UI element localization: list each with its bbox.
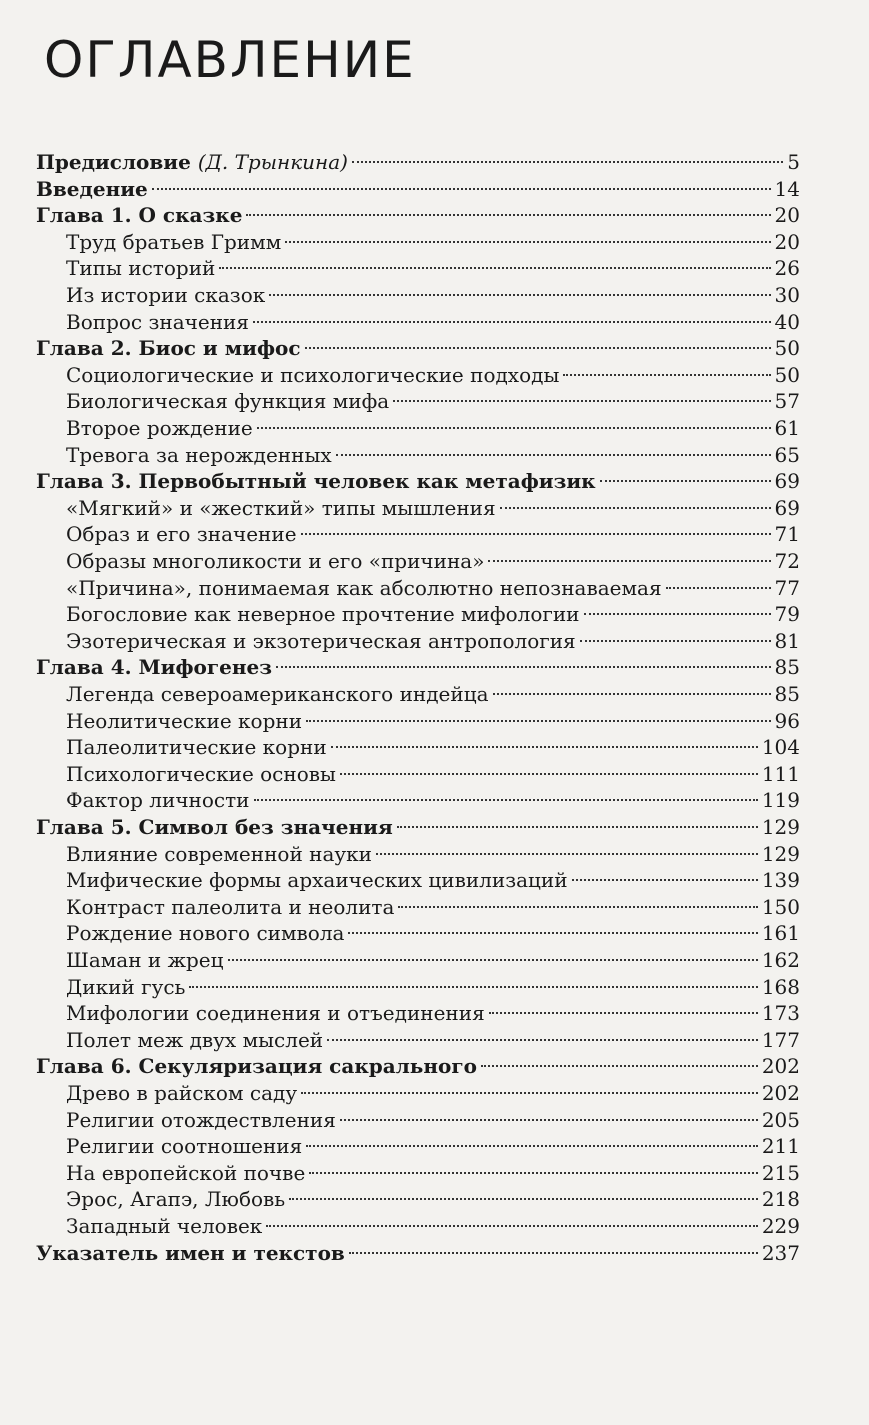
toc-chapter-entry bbox=[36, 334, 800, 362]
toc-entry-label: Религии соотношения bbox=[66, 1134, 303, 1159]
toc-section-entry bbox=[66, 680, 800, 708]
toc-page-number: 162 bbox=[761, 948, 800, 972]
toc-entry-label: Образы многоликости и его «причина» bbox=[66, 549, 485, 573]
toc-section-entry bbox=[66, 866, 800, 894]
toc-section-entry bbox=[66, 308, 800, 336]
toc-entry-label: Биологическая функция мифа bbox=[66, 389, 390, 414]
toc-entry-label: На европейской почве bbox=[66, 1160, 306, 1185]
toc-entry-label: Социологические и психологические подходы bbox=[66, 362, 560, 387]
toc-page-number: 30 bbox=[774, 283, 800, 307]
dot-leader bbox=[580, 640, 771, 642]
toc-entry-label: «Мягкий» и «жесткий» типы мышления bbox=[66, 495, 496, 520]
toc-page-number: 72 bbox=[774, 549, 800, 573]
toc-page-number: 61 bbox=[774, 416, 800, 440]
toc-entry-label: Глава 1. О сказке bbox=[36, 203, 243, 228]
dot-leader bbox=[257, 427, 771, 429]
toc-entry-label: Указатель имен и текстов bbox=[36, 1240, 345, 1265]
dot-leader bbox=[397, 826, 758, 828]
dot-leader bbox=[488, 560, 770, 562]
toc-entry-label: Палеолитические корни bbox=[66, 735, 327, 760]
toc-chapter-entry bbox=[36, 1239, 800, 1267]
toc-page-number: 20 bbox=[774, 203, 800, 228]
dot-leader bbox=[269, 294, 770, 296]
toc-page-number: 129 bbox=[761, 841, 800, 866]
toc-page-number: 85 bbox=[774, 655, 800, 680]
toc-entry-label: Из истории сказок bbox=[66, 283, 266, 307]
toc-page-number: 229 bbox=[761, 1214, 800, 1238]
toc-entry-label: Влияние современной науки bbox=[66, 841, 372, 866]
toc-page-number: 79 bbox=[774, 602, 800, 627]
toc-section-entry bbox=[66, 441, 800, 469]
page-title: ОГЛАВЛЕНИЕ bbox=[44, 31, 416, 89]
toc-section-entry bbox=[66, 1106, 800, 1134]
toc-section-entry bbox=[66, 1132, 800, 1160]
toc-section-entry bbox=[66, 1212, 800, 1240]
toc-section-entry bbox=[66, 627, 800, 655]
toc-entry-label: Религии отождествления bbox=[66, 1107, 336, 1132]
dot-leader bbox=[572, 879, 758, 881]
dot-leader bbox=[253, 321, 771, 323]
dot-leader bbox=[276, 666, 771, 668]
toc-page-number: 69 bbox=[774, 495, 800, 520]
dot-leader bbox=[246, 214, 770, 216]
toc-page-number: 104 bbox=[761, 735, 800, 760]
toc-entry-label: Типы историй bbox=[66, 256, 216, 281]
toc-section-entry bbox=[66, 707, 800, 735]
toc-page-number: 81 bbox=[774, 628, 800, 653]
toc-entry-label: Эрос, Агапэ, Любовь bbox=[66, 1187, 286, 1212]
toc-entry-label: Неолитические корни bbox=[66, 708, 303, 733]
dot-leader bbox=[266, 1225, 758, 1227]
toc-section-entry bbox=[66, 387, 800, 415]
dot-leader bbox=[309, 1172, 758, 1174]
toc-page-number: 173 bbox=[761, 1001, 800, 1026]
toc-chapter-entry bbox=[36, 467, 800, 495]
toc-entry-author: (Д. Трынкина) bbox=[197, 150, 348, 174]
dot-leader bbox=[285, 241, 770, 243]
toc-entry-label: Глава 4. Мифогенез bbox=[36, 655, 272, 680]
toc-entry-label: Богословие как неверное прочтение мифологии bbox=[66, 602, 580, 627]
toc-entry-label: Психологические основы bbox=[66, 761, 336, 786]
toc-section-entry bbox=[66, 893, 800, 921]
toc-entry-label: Контраст палеолита и неолита bbox=[66, 894, 395, 919]
toc-page-number: 150 bbox=[761, 894, 800, 919]
dot-leader bbox=[600, 480, 771, 482]
dot-leader bbox=[489, 1012, 758, 1014]
toc-section-entry bbox=[66, 574, 800, 602]
toc-chapter-entry bbox=[36, 813, 800, 841]
dot-leader bbox=[500, 507, 771, 509]
toc-entry-label: Рождение нового символа bbox=[66, 921, 345, 946]
toc-section-entry bbox=[66, 999, 800, 1027]
toc-page-number: 77 bbox=[774, 575, 800, 600]
toc-page-number: 161 bbox=[761, 921, 800, 946]
toc-entry-label: Предисловие (Д. Трынкина) bbox=[36, 150, 348, 174]
toc-page-number: 14 bbox=[774, 176, 800, 201]
toc-page-number: 177 bbox=[761, 1027, 800, 1052]
dot-leader bbox=[228, 959, 758, 961]
toc-section-entry bbox=[66, 1026, 800, 1054]
toc-section-entry bbox=[66, 733, 800, 761]
toc-entry-label: Введение bbox=[36, 176, 148, 201]
toc-section-entry bbox=[66, 414, 800, 442]
toc-page-number: 139 bbox=[761, 868, 800, 893]
toc-page-number: 85 bbox=[774, 682, 800, 706]
toc-section-entry bbox=[66, 361, 800, 389]
dot-leader bbox=[301, 533, 771, 535]
dot-leader bbox=[340, 773, 758, 775]
toc-page-number: 218 bbox=[761, 1187, 800, 1212]
toc-entry-label: Дикий гусь bbox=[66, 974, 186, 999]
toc-chapter-entry bbox=[36, 175, 800, 203]
toc-chapter-entry bbox=[36, 201, 800, 229]
dot-leader bbox=[340, 1119, 758, 1121]
toc-section-entry bbox=[66, 228, 800, 256]
toc-page-number: 50 bbox=[774, 362, 800, 387]
dot-leader bbox=[254, 799, 758, 801]
dot-leader bbox=[306, 1145, 758, 1147]
toc-page-number: 26 bbox=[774, 256, 800, 281]
toc-page-number: 57 bbox=[774, 389, 800, 414]
toc-entry-label: Глава 3. Первобытный человек как метафизик bbox=[36, 469, 596, 494]
toc-section-entry bbox=[66, 840, 800, 868]
toc-entry-label: Эзотерическая и экзотерическая антропология bbox=[66, 628, 576, 653]
toc-page-number: 237 bbox=[761, 1240, 800, 1265]
toc-entry-label: «Причина», понимаемая как абсолютно непознаваемая bbox=[66, 575, 662, 600]
dot-leader bbox=[493, 693, 771, 695]
toc-section-entry bbox=[66, 281, 800, 309]
toc-page-number: 71 bbox=[774, 522, 800, 547]
toc-section-entry bbox=[66, 919, 800, 947]
dot-leader bbox=[481, 1065, 758, 1067]
dot-leader bbox=[352, 161, 783, 163]
toc-section-entry bbox=[66, 973, 800, 1001]
toc-section-entry bbox=[66, 494, 800, 522]
toc-chapter-entry bbox=[36, 653, 800, 681]
toc-page-number: 129 bbox=[761, 815, 800, 839]
toc-entry-label: Мифологии соединения и отъединения bbox=[66, 1001, 485, 1026]
toc-section-entry bbox=[66, 520, 800, 548]
toc-section-entry bbox=[66, 254, 800, 282]
toc-section-entry bbox=[66, 786, 800, 814]
toc-page-number: 96 bbox=[774, 708, 800, 733]
toc-page-number: 5 bbox=[787, 150, 800, 174]
toc-section-entry bbox=[66, 760, 800, 788]
toc-section-entry bbox=[66, 600, 800, 628]
toc-entry-label: Мифические формы архаических цивилизаций bbox=[66, 868, 568, 893]
toc-entry-label: Глава 6. Секуляризация сакрального bbox=[36, 1054, 477, 1079]
dot-leader bbox=[189, 986, 757, 988]
dot-leader bbox=[306, 720, 771, 722]
dot-leader bbox=[376, 853, 758, 855]
toc-page-number: 40 bbox=[774, 309, 800, 334]
toc-entry-label: Тревога за нерожденных bbox=[66, 442, 332, 467]
toc-entry-label: Древо в райском саду bbox=[66, 1081, 298, 1105]
toc-page-number: 211 bbox=[761, 1134, 800, 1159]
toc-page-number: 50 bbox=[774, 336, 800, 361]
toc-entry-label: Труд братьев Гримм bbox=[66, 229, 282, 254]
dot-leader bbox=[331, 746, 758, 748]
toc-entry-label: Глава 5. Символ без значения bbox=[36, 815, 393, 839]
toc-page-number: 202 bbox=[761, 1054, 800, 1079]
dot-leader bbox=[305, 347, 771, 349]
toc-entry-label: Глава 2. Биос и мифос bbox=[36, 336, 301, 361]
toc-page-number: 168 bbox=[761, 974, 800, 999]
dot-leader bbox=[289, 1198, 758, 1200]
dot-leader bbox=[336, 454, 771, 456]
toc-page-number: 111 bbox=[761, 761, 800, 786]
toc-section-entry bbox=[66, 1185, 800, 1213]
dot-leader bbox=[327, 1039, 758, 1041]
toc-page-number: 215 bbox=[761, 1160, 800, 1185]
toc-page-number: 205 bbox=[761, 1107, 800, 1132]
toc-section-entry bbox=[66, 1159, 800, 1187]
toc-page-number: 20 bbox=[774, 229, 800, 254]
toc-entry-label: Полет меж двух мыслей bbox=[66, 1027, 324, 1052]
dot-leader bbox=[348, 932, 757, 934]
dot-leader bbox=[398, 906, 757, 908]
toc-chapter-entry bbox=[36, 148, 800, 176]
toc-entry-label: Легенда североамериканского индейца bbox=[66, 682, 489, 706]
toc-entry-label: Шаман и жрец bbox=[66, 948, 224, 972]
dot-leader bbox=[349, 1252, 758, 1254]
toc-page-number: 119 bbox=[761, 788, 800, 813]
dot-leader bbox=[301, 1092, 758, 1094]
toc-section-entry bbox=[66, 547, 800, 575]
toc-section-entry bbox=[66, 946, 800, 974]
dot-leader bbox=[152, 188, 771, 190]
dot-leader bbox=[584, 613, 771, 615]
dot-leader bbox=[219, 267, 770, 269]
toc-entry-label: Второе рождение bbox=[66, 416, 253, 440]
toc-chapter-entry bbox=[36, 1052, 800, 1080]
toc-page-number: 202 bbox=[761, 1081, 800, 1105]
toc-section-entry bbox=[66, 1079, 800, 1107]
toc-page-number: 69 bbox=[774, 469, 800, 494]
dot-leader bbox=[393, 400, 770, 402]
toc-page-number: 65 bbox=[774, 442, 800, 467]
toc-entry-label: Образ и его значение bbox=[66, 522, 297, 547]
toc-entry-label: Фактор личности bbox=[66, 788, 250, 813]
dot-leader bbox=[563, 374, 770, 376]
toc-entry-label: Вопрос значения bbox=[66, 309, 249, 334]
dot-leader bbox=[666, 587, 771, 589]
toc-entry-label: Западный человек bbox=[66, 1214, 263, 1238]
